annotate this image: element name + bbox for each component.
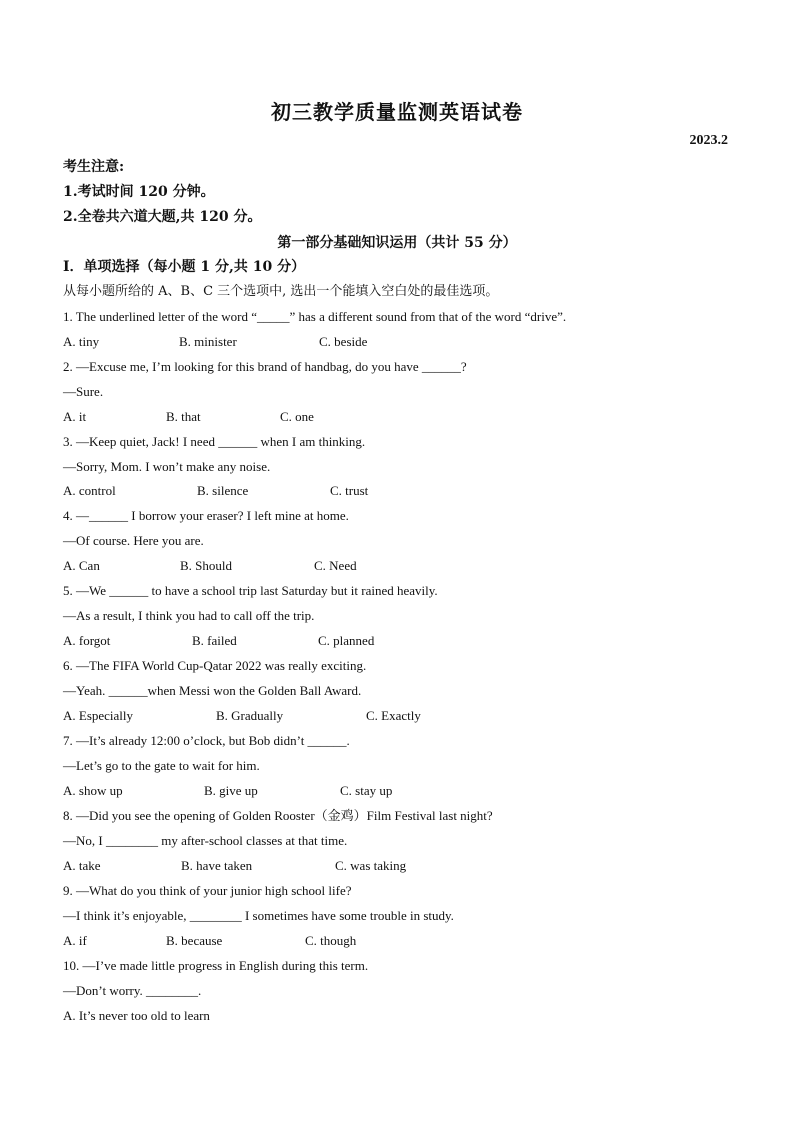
question-4-options: [63, 557, 357, 575]
question-10-text: 10. —I’ve made little progress in English during this term.: [63, 958, 369, 973]
question-6-text: 6. —The FIFA World Cup-Qatar 2022 was really exciting.: [63, 658, 367, 673]
notice-heading: 考生注意:: [63, 159, 125, 175]
option-b: B. Gradually: [216, 708, 284, 723]
question-7-options: [63, 782, 392, 800]
option-b: B. minister: [179, 334, 237, 349]
option-b: B. give up: [204, 783, 258, 798]
option-c: C. Exactly: [366, 708, 421, 723]
question-8-options: [63, 857, 406, 875]
question-7-text: 7. —It’s already 12:00 o’clock, but Bob didn’t ______.: [63, 733, 350, 748]
option-a: A. Especially: [63, 708, 134, 723]
exam-title: 初三教学质量监测英语试卷: [271, 100, 523, 124]
question-9-text: 9. —What do you think of your junior high school life?: [63, 883, 352, 898]
question-9-reply: —I think it’s enjoyable, ________ I sometimes have some trouble in study.: [63, 908, 454, 923]
question-4-text: 4. —______ I borrow your eraser? I left mine at home.: [63, 508, 349, 523]
question-4-reply: —Of course. Here you are.: [63, 533, 204, 548]
question-10-reply: —Don’t worry. ________.: [63, 983, 202, 998]
question-5-options: [63, 632, 374, 650]
option-c: C. though: [305, 933, 357, 948]
option-a: A. It’s never too old to learn: [63, 1008, 210, 1023]
option-a: A. forgot: [63, 633, 111, 648]
notice-item-2: 2.全卷共六道大题,共 120 分。: [63, 209, 262, 225]
question-1-text: 1. The underlined letter of the word “_____” has a different sound from that of the word “drive”.: [63, 309, 567, 324]
exam-date: 2023.2: [689, 133, 728, 148]
part1-title: 第一部分基础知识运用（共计 55 分）: [277, 235, 517, 251]
option-c: C. stay up: [340, 783, 393, 798]
question-8-reply: —No, I ________ my after-school classes at that time.: [63, 833, 348, 848]
option-c: C. beside: [319, 334, 368, 349]
option-c: C. one: [280, 409, 314, 424]
question-2-text: 2. —Excuse me, I’m looking for this brand of handbag, do you have ______?: [63, 359, 467, 374]
question-3-text: 3. —Keep quiet, Jack! I need ______ when I am thinking.: [63, 434, 366, 449]
option-b: B. Should: [180, 558, 233, 573]
notice-item-1: 1.考试时间 120 分钟。: [63, 184, 215, 200]
option-c: C. trust: [330, 483, 369, 498]
option-b: B. have taken: [181, 858, 253, 873]
option-a: A. Can: [63, 558, 100, 573]
option-a: A. tiny: [63, 334, 100, 349]
option-a: A. show up: [63, 783, 123, 798]
option-b: B. that: [166, 409, 201, 424]
question-10-options: [63, 1007, 210, 1025]
question-2-options: [63, 408, 314, 426]
section1-title: I．单项选择（每小题 1 分,共 10 分）: [63, 259, 306, 275]
question-8-text: 8. —Did you see the opening of Golden Rooster（金鸡）Film Festival last night?: [63, 808, 493, 823]
question-1-options: [63, 333, 367, 351]
option-c: C. was taking: [335, 858, 407, 873]
question-3-reply: —Sorry, Mom. I won’t make any noise.: [63, 459, 271, 474]
option-b: B. because: [166, 933, 223, 948]
question-5-text: 5. —We ______ to have a school trip last Saturday but it rained heavily.: [63, 583, 438, 598]
question-7-reply: —Let’s go to the gate to wait for him.: [63, 758, 260, 773]
question-6-reply: —Yeah. ______when Messi won the Golden Ball Award.: [63, 683, 362, 698]
option-b: B. silence: [197, 483, 249, 498]
option-a: A. it: [63, 409, 87, 424]
question-5-reply: —As a result, I think you had to call off the trip.: [63, 608, 315, 623]
option-c: C. Need: [314, 558, 357, 573]
option-c: C. planned: [318, 633, 375, 648]
option-a: A. control: [63, 483, 116, 498]
question-3-options: [63, 482, 368, 500]
option-a: A. if: [63, 933, 87, 948]
question-9-options: [63, 932, 356, 950]
question-6-options: [63, 707, 421, 725]
option-b: B. failed: [192, 633, 237, 648]
option-a: A. take: [63, 858, 101, 873]
question-2-reply: —Sure.: [63, 384, 104, 399]
section1-instruction: 从每小题所给的 A、B、C 三个选项中, 选出一个能填入空白处的最佳选项。: [63, 284, 499, 299]
